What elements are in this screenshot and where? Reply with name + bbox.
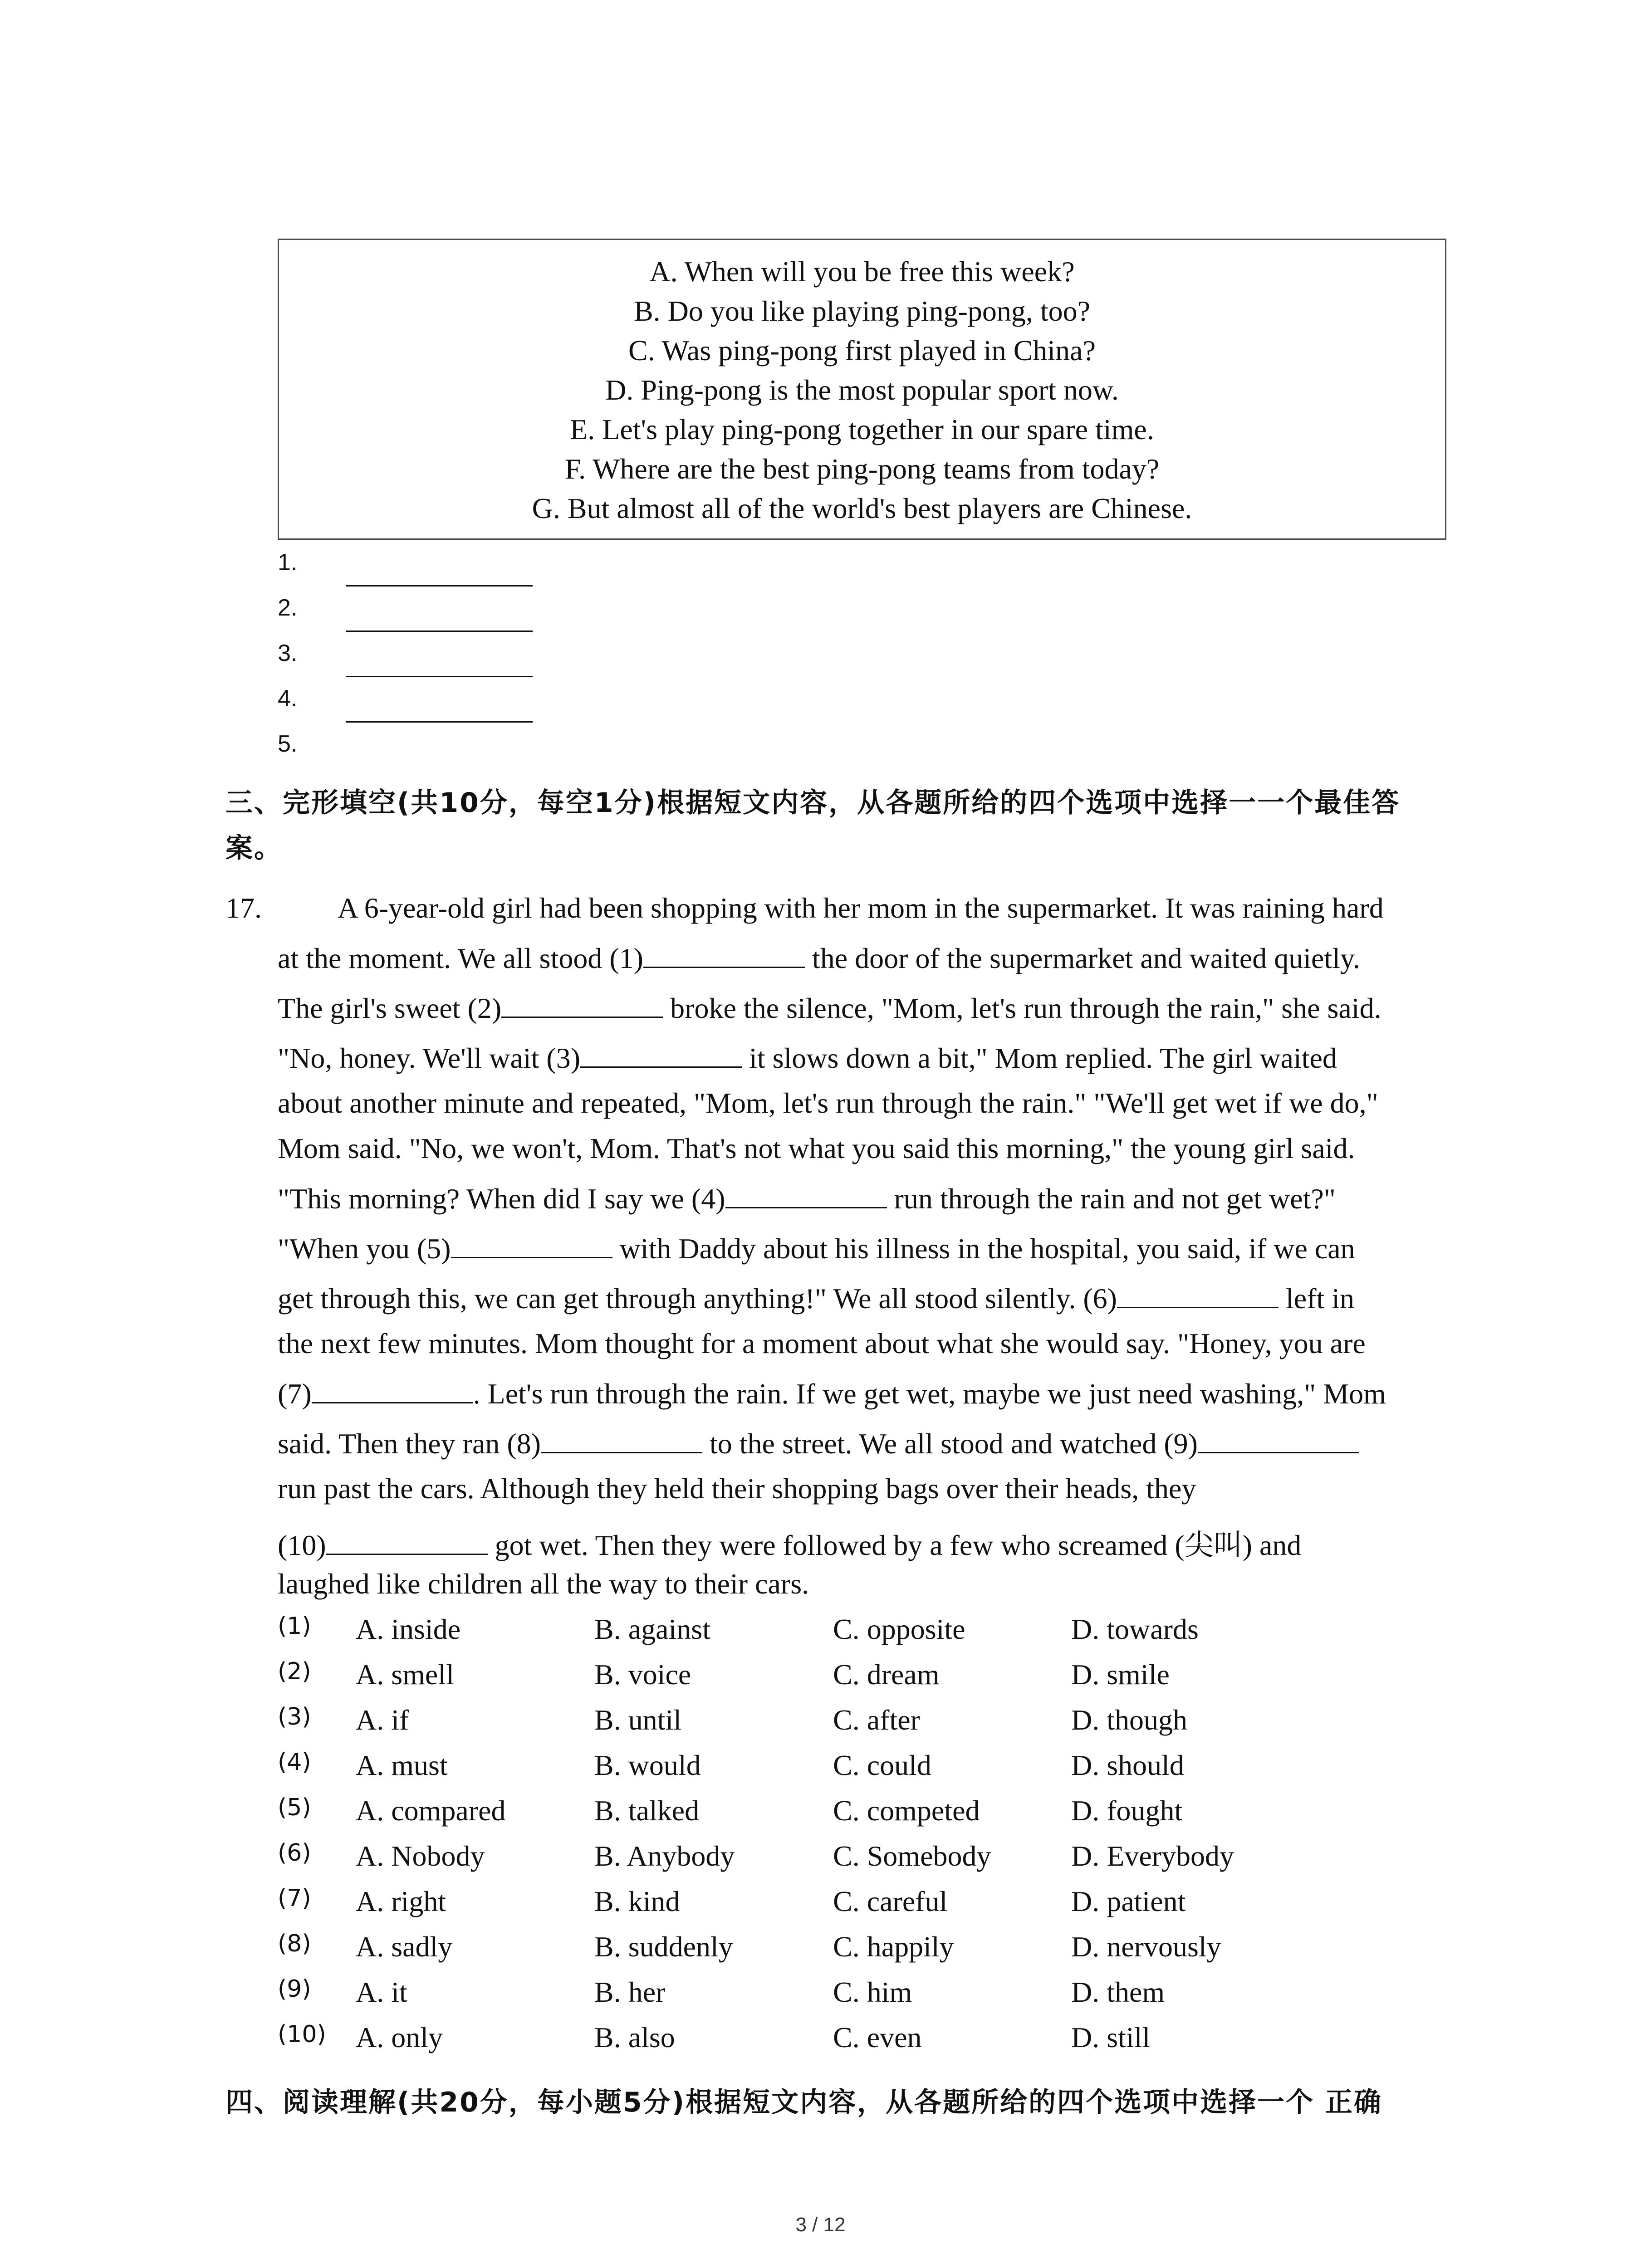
answer-number: 2. [278,595,298,621]
passage-line: at the moment. We all stood (1) the door of the supermarket and waited quietly. [278,942,1360,974]
choice-option-d[interactable]: D. still [1071,2021,1151,2053]
choice-option-c[interactable]: C. opposite [833,1613,965,1645]
passage-line: laughed like children all the way to their cars. [278,1568,809,1600]
choice-option-b[interactable]: B. talked [594,1794,700,1827]
choice-row [278,1885,1439,1926]
answer-number: 3. [278,640,298,666]
answer-number: 1. [278,549,298,576]
passage-line: about another minute and repeated, "Mom, let's run through the rain." "We'll get wet if we do," [278,1087,1378,1119]
choice-number: (5) [278,1794,311,1821]
option-line: C. Was ping-pong first played in China? [628,334,1096,367]
choice-row [278,1658,1439,1699]
passage-line: A 6-year-old girl had been shopping with her mom in the supermarket. It was raining hard [338,892,1384,924]
option-line: A. When will you be free this week? [649,255,1075,288]
passage-line: Mom said. "No, we won't, Mom. That's not what you said this morning," the young girl said. [278,1132,1355,1164]
passage-line: (7) . Let's run through the rain. If we get wet, maybe we just need washing," Mom [278,1378,1386,1410]
choice-number: (1) [278,1613,311,1640]
choice-option-d[interactable]: D. fought [1071,1794,1183,1827]
choice-option-a[interactable]: A. it [356,1976,407,2008]
passage-line: get through this, we can get through anything!" We all stood silently. (6) left in [278,1282,1355,1315]
choice-option-a[interactable]: A. only [356,2021,443,2053]
choice-row [278,2021,1439,2062]
choice-option-b[interactable]: B. would [594,1749,701,1781]
choice-option-b[interactable]: B. voice [594,1658,691,1691]
choice-option-d[interactable]: D. towards [1071,1613,1199,1645]
answer-number: 4. [278,685,298,712]
choice-option-b[interactable]: B. also [594,2021,675,2053]
choice-number: (3) [278,1703,311,1730]
choice-option-a[interactable]: A. right [356,1885,446,1917]
choice-option-d[interactable]: D. Everybody [1071,1840,1234,1872]
choice-row [278,1613,1439,1653]
choice-option-d[interactable]: D. smile [1071,1658,1170,1691]
cloze-blank[interactable] [580,1041,742,1068]
passage-line: said. Then they ran (8) to the street. We all stood and watched (9) [278,1427,1359,1461]
passage-line: the next few minutes. Mom thought for a moment about what she would say. "Honey, you are [278,1327,1366,1359]
choice-option-a[interactable]: A. compared [356,1794,506,1827]
option-line: E. Let's play ping-pong together in our spare time. [570,413,1154,445]
choice-option-b[interactable]: B. Anybody [594,1840,735,1872]
cloze-blank[interactable] [541,1427,702,1453]
options-box [278,239,1446,540]
passage-line: The girl's sweet (2) broke the silence, "Mom, let's run through the rain," she said. [278,992,1381,1024]
question-number: 17. [225,892,262,924]
choice-row [278,1703,1439,1744]
cloze-blank[interactable] [1117,1281,1279,1308]
choice-option-c[interactable]: C. dream [833,1658,940,1691]
choice-number: (2) [278,1658,311,1685]
choice-number: (6) [278,1839,311,1867]
choice-option-a[interactable]: A. must [356,1749,448,1781]
choice-option-b[interactable]: B. against [594,1613,710,1645]
choice-row [278,1749,1439,1789]
choice-number: (7) [278,1885,311,1912]
choice-option-a[interactable]: A. Nobody [356,1840,485,1872]
choice-number: (9) [278,1975,311,2003]
choice-option-c[interactable]: C. careful [833,1885,948,1917]
passage-line: "This morning? When did I say we (4) run through the rain and not get wet?" [278,1183,1336,1215]
choice-row [278,1975,1439,2016]
choice-option-a[interactable]: A. sadly [356,1931,453,1963]
choice-number: (8) [278,1930,311,1957]
section-heading: 三、完形填空(共10分，每空1分)根据短文内容，从各题所给的四个选项中选择一一个最佳答 [225,787,1401,819]
choice-option-c[interactable]: C. him [833,1976,912,2008]
section-heading: 四、阅读理解(共20分，每小题5分)根据短文内容，从各题所给的四个选项中选择一个 正确 [225,2087,1382,2118]
answer-blank[interactable] [346,585,533,587]
passage-line: (10) got wet. Then they were followed by a few who screamed (尖叫) and [278,1529,1302,1561]
choice-option-d[interactable]: D. should [1071,1749,1184,1781]
choice-row [278,1839,1439,1880]
answer-blank[interactable] [346,721,533,723]
choice-option-d[interactable]: D. though [1071,1704,1187,1736]
choice-option-a[interactable]: A. inside [356,1613,461,1645]
choice-number: (10) [278,2021,326,2048]
choice-option-c[interactable]: C. competed [833,1794,980,1827]
page-number: 3 / 12 [795,2214,846,2236]
choice-option-b[interactable]: B. kind [594,1885,680,1917]
cloze-blank[interactable] [451,1232,612,1258]
passage-line: "When you (5) with Daddy about his illness in the hospital, you said, if we can [278,1232,1355,1265]
choice-option-b[interactable]: B. until [594,1704,682,1736]
choice-option-c[interactable]: C. happily [833,1931,954,1963]
cloze-blank[interactable] [326,1528,488,1555]
choice-option-c[interactable]: C. after [833,1704,920,1736]
choice-option-a[interactable]: A. if [356,1704,409,1736]
cloze-blank[interactable] [501,991,663,1018]
choice-number: (4) [278,1749,311,1776]
choice-option-b[interactable]: B. her [594,1976,666,2008]
choice-row [278,1794,1439,1835]
passage-line: run past the cars. Although they held their shopping bags over their heads, they [278,1472,1196,1505]
choice-option-d[interactable]: D. patient [1071,1885,1186,1917]
option-line: F. Where are the best ping-pong teams from today? [564,453,1160,485]
cloze-blank[interactable] [312,1377,473,1403]
choice-option-d[interactable]: D. them [1071,1976,1165,2008]
choice-option-a[interactable]: A. smell [356,1658,454,1691]
section-heading-cont: 案。 [225,832,283,864]
option-line: G. But almost all of the world's best players are Chinese. [532,492,1192,524]
cloze-blank[interactable] [1198,1427,1359,1453]
choice-option-b[interactable]: B. suddenly [594,1931,733,1963]
choice-option-c[interactable]: C. Somebody [833,1840,991,1872]
choice-option-c[interactable]: C. could [833,1749,931,1781]
option-line: D. Ping-pong is the most popular sport now. [605,374,1119,406]
cloze-blank[interactable] [725,1182,887,1208]
choice-option-d[interactable]: D. nervously [1071,1931,1221,1963]
answer-blank[interactable] [346,631,533,632]
cloze-blank[interactable] [643,941,805,968]
choice-option-c[interactable]: C. even [833,2021,922,2053]
option-line: B. Do you like playing ping-pong, too? [633,295,1091,327]
choice-row [278,1930,1439,1971]
answer-blank[interactable] [346,676,533,677]
answer-number: 5. [278,731,298,757]
passage-line: "No, honey. We'll wait (3) it slows down a bit," Mom replied. The girl waited [278,1042,1337,1074]
